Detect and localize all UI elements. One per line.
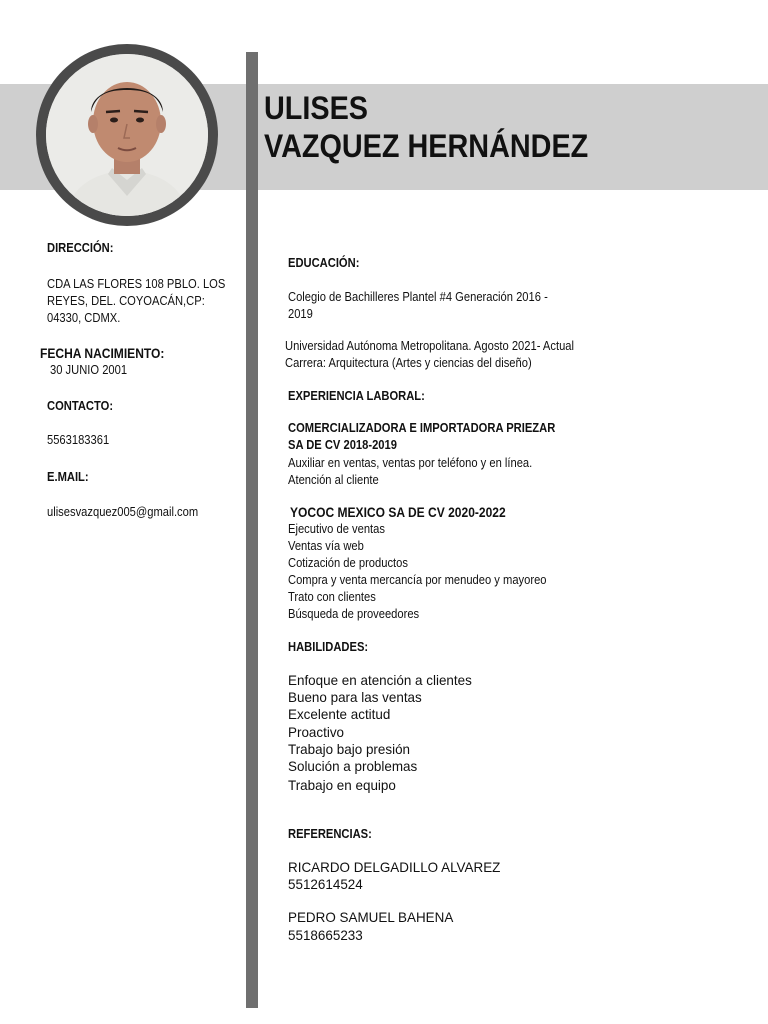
address-line: REYES, DEL. COYOACÁN,CP: (47, 293, 205, 308)
skill-item: Enfoque en atención a clientes (288, 672, 472, 688)
address-line: CDA LAS FLORES 108 PBLO. LOS (47, 276, 226, 291)
skill-item: Excelente actitud (288, 706, 391, 722)
reference-phone: 5512614524 (288, 876, 363, 892)
job-duty: Auxiliar en ventas, ventas por teléfono y en línea. (288, 455, 533, 470)
reference-name: PEDRO SAMUEL BAHENA (288, 909, 454, 925)
contact-phone: 5563183361 (47, 432, 110, 447)
job-duty: Ventas vía web (288, 538, 364, 553)
person-avatar-icon (46, 54, 208, 216)
skill-item: Trabajo bajo presión (288, 741, 411, 757)
job-duty: Compra y venta mercancía por menudeo y mayoreo (288, 572, 547, 587)
job-title: COMERCIALIZADORA E IMPORTADORA PRIEZAR (288, 420, 556, 435)
contact-label: CONTACTO: (47, 398, 114, 413)
reference-name: RICARDO DELGADILLO ALVAREZ (288, 859, 501, 875)
skills-heading: HABILIDADES: (288, 639, 369, 654)
address-label: DIRECCIÓN: (47, 240, 114, 255)
job-duty: Trato con clientes (288, 589, 376, 604)
email-value: ulisesvazquez005@gmail.com (47, 504, 199, 519)
email-label: E.MAIL: (47, 469, 89, 484)
education-line: 2019 (288, 306, 313, 321)
vertical-divider (246, 52, 258, 1008)
profile-photo (46, 54, 208, 216)
job-duty: Atención al cliente (288, 472, 379, 487)
job-title: YOCOC MEXICO SA DE CV 2020-2022 (290, 504, 506, 520)
birth-value: 30 JUNIO 2001 (50, 362, 128, 377)
job-duty: Búsqueda de proveedores (288, 606, 420, 621)
experience-heading: EXPERIENCIA LABORAL: (288, 388, 425, 403)
skill-item: Proactivo (288, 724, 345, 740)
education-line: Carrera: Arquitectura (Artes y ciencias del diseño) (285, 355, 532, 370)
job-title: SA DE CV 2018-2019 (288, 437, 397, 452)
reference-phone: 5518665233 (288, 927, 363, 943)
last-name: VAZQUEZ HERNÁNDEZ (264, 128, 589, 164)
job-duty: Cotización de productos (288, 555, 408, 570)
skill-item: Bueno para las ventas (288, 689, 422, 705)
birth-label: FECHA NACIMIENTO: (40, 345, 165, 361)
skill-item: Trabajo en equipo (288, 777, 396, 793)
skill-item: Solución a problemas (288, 758, 418, 774)
education-heading: EDUCACIÓN: (288, 255, 360, 270)
first-name: ULISES (264, 90, 369, 126)
job-duty: Ejecutivo de ventas (288, 521, 385, 536)
education-line: Colegio de Bachilleres Plantel #4 Generación 2016 - (288, 289, 548, 304)
references-heading: REFERENCIAS: (288, 826, 372, 841)
education-line: Universidad Autónoma Metropolitana. Agosto 2021- Actual (285, 338, 575, 353)
address-line: 04330, CDMX. (47, 310, 121, 325)
